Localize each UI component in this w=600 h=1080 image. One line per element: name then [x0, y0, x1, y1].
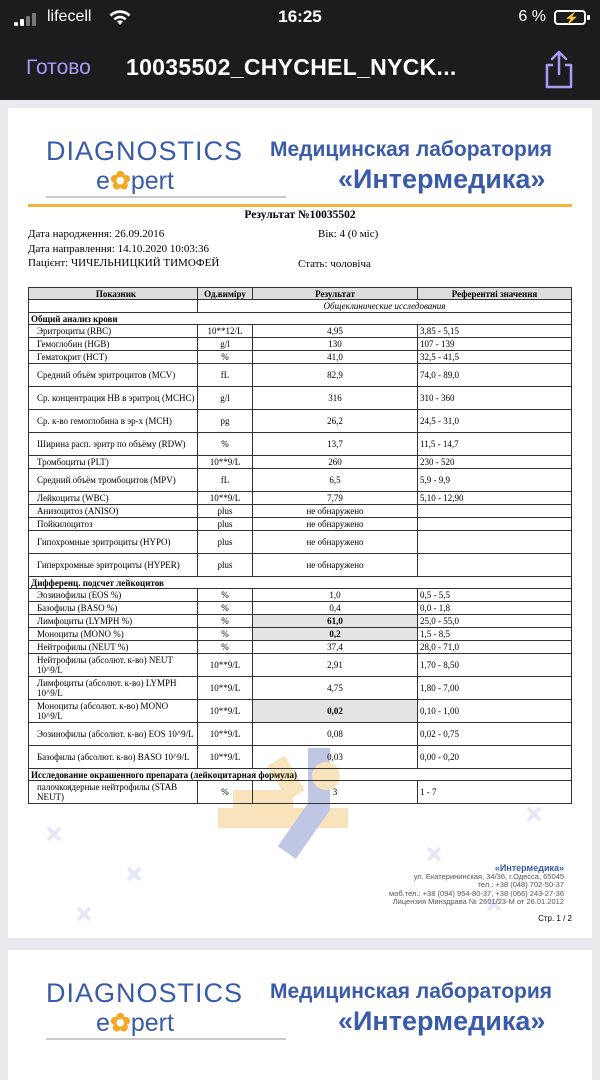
row-reference: 1,80 - 7,00: [418, 677, 572, 700]
row-unit: plus: [198, 505, 253, 518]
section-row: [29, 769, 572, 781]
col-indicator: Показник: [29, 288, 198, 300]
table-row: [29, 677, 572, 700]
status-bar: [0, 0, 600, 36]
row-result: 4,75: [253, 677, 418, 700]
table-row: [29, 641, 572, 654]
table-row: [29, 531, 572, 554]
table-row: [29, 518, 572, 531]
col-result: Результат: [253, 288, 418, 300]
section-row: [29, 313, 572, 325]
page-number: Стр. 1 / 2: [538, 914, 572, 923]
row-result: 37,4: [253, 641, 418, 654]
row-unit: 10**9/L: [198, 456, 253, 469]
row-name: Гипохромные эритроциты (HYPO): [29, 531, 198, 554]
table-row: [29, 589, 572, 602]
row-result: не обнаружено: [253, 531, 418, 554]
row-name: Нейтрофилы (NEUT %): [29, 641, 198, 654]
row-reference: 0,02 - 0,75: [418, 723, 572, 746]
row-name: Пойкилоцитоз: [29, 518, 198, 531]
row-name: Моноциты (MONO %): [29, 628, 198, 641]
table-row: [29, 351, 572, 364]
row-reference: 1 - 7: [418, 781, 572, 804]
row-reference: 107 - 139: [418, 338, 572, 351]
row-result: 82,9: [253, 364, 418, 387]
table-row: [29, 654, 572, 677]
table-row: [29, 781, 572, 804]
carrier-name: lifecell: [47, 8, 92, 25]
row-unit: %: [198, 589, 253, 602]
row-result: 6,5: [253, 469, 418, 492]
table-row: [29, 456, 572, 469]
row-name: палочкоядерные нейтрофилы (STAB NEUT): [29, 781, 198, 804]
row-unit: fL: [198, 364, 253, 387]
patient-name: Пацієнт: ЧИЧЕЛЬНИЦКИЙ ТИМОФЕЙ: [28, 257, 220, 269]
row-result: 0,2: [253, 628, 418, 641]
row-reference: 0,0 - 1,8: [418, 602, 572, 615]
table-row: [29, 410, 572, 433]
patient-age: Вік: 4 (0 міс): [318, 228, 379, 240]
section-title: Дифференц. подсчет лейкоцитов: [29, 577, 572, 589]
result-title: Результат №10035502: [244, 209, 356, 221]
row-reference: 3,85 - 5,15: [418, 325, 572, 338]
clock: 16:25: [278, 7, 322, 26]
row-result: 2,91: [253, 654, 418, 677]
battery-percent: 6 %: [518, 8, 546, 25]
row-unit: pg: [198, 410, 253, 433]
row-unit: %: [198, 433, 253, 456]
subheader-row: [29, 300, 572, 313]
col-unit: Од.виміру: [198, 288, 253, 300]
row-reference: 0,00 - 0,20: [418, 746, 572, 769]
row-result: 61,0: [253, 615, 418, 628]
row-result: 0,03: [253, 746, 418, 769]
row-name: Эозинофилы (абсолют. к-во) EOS 10^9/L: [29, 723, 198, 746]
logo-expert: e✿pert: [96, 1009, 174, 1037]
table-row: [29, 387, 572, 410]
header-divider: [28, 204, 572, 207]
done-button[interactable]: Готово: [26, 56, 91, 79]
lab-name-line1: Медицинская лаборатория: [270, 138, 553, 161]
battery-icon: ⚡: [554, 10, 586, 25]
table-row: [29, 628, 572, 641]
section-row: [29, 577, 572, 589]
row-unit: plus: [198, 518, 253, 531]
row-result: 1,0: [253, 589, 418, 602]
patient-dob: Дата народження: 26.09.2016: [28, 228, 165, 240]
row-result: 26,2: [253, 410, 418, 433]
row-unit: plus: [198, 531, 253, 554]
row-result: 0,02: [253, 700, 418, 723]
row-reference: [418, 531, 572, 554]
document-page-1: [8, 108, 592, 938]
row-unit: 10**9/L: [198, 677, 253, 700]
row-unit: %: [198, 351, 253, 364]
row-reference: 25,0 - 55,0: [418, 615, 572, 628]
col-reference: Референтні значення: [418, 288, 572, 300]
table-row: [29, 433, 572, 456]
row-name: Базофилы (BASO %): [29, 602, 198, 615]
document-page-2: [8, 950, 592, 1080]
table-row: [29, 554, 572, 577]
row-unit: %: [198, 615, 253, 628]
table-row: [29, 338, 572, 351]
lab-name-line2: «Интермедика»: [338, 164, 546, 194]
row-reference: 32,5 - 41,5: [418, 351, 572, 364]
row-name: Эозинофилы (EOS %): [29, 589, 198, 602]
row-name: Базофилы (абсолют. к-во) BASO 10^9/L: [29, 746, 198, 769]
row-name: Лимфоциты (LYMPH %): [29, 615, 198, 628]
row-result: 41,0: [253, 351, 418, 364]
row-name: Ср. концентрация НВ в эритроц (MCHC): [29, 387, 198, 410]
row-result: 7,79: [253, 492, 418, 505]
logo-diagnostics: DIAGNOSTICS: [46, 978, 244, 1008]
row-reference: 28,0 - 71,0: [418, 641, 572, 654]
row-result: 4,95: [253, 325, 418, 338]
row-reference: 1,70 - 8,50: [418, 654, 572, 677]
row-unit: %: [198, 628, 253, 641]
row-name: Ширина расп. эритр по объёму (RDW): [29, 433, 198, 456]
logo-divider: [46, 196, 286, 198]
row-result: 260: [253, 456, 418, 469]
document-title: 10035502_CHYCHEL_NYCK...: [126, 54, 457, 80]
row-name: Лейкоциты (WBC): [29, 492, 198, 505]
row-unit: %: [198, 602, 253, 615]
row-name: Ср. к-во гемоглобина в эр-х (MCH): [29, 410, 198, 433]
row-name: Гематокрит (HCT): [29, 351, 198, 364]
row-result: 13,7: [253, 433, 418, 456]
share-icon[interactable]: [542, 50, 576, 90]
row-unit: 10**9/L: [198, 654, 253, 677]
row-name: Моноциты (абсолют. к-во) MONO 10^9/L: [29, 700, 198, 723]
row-result: 0,08: [253, 723, 418, 746]
row-name: Гиперхромные эритроциты (HYPER): [29, 554, 198, 577]
nav-bar: [0, 36, 600, 100]
section-title: Исследование окрашенного препарата (лейкоцитарная формула): [29, 769, 572, 781]
row-name: Анизоцитоз (ANISO): [29, 505, 198, 518]
table-row: [29, 615, 572, 628]
row-result: не обнаружено: [253, 518, 418, 531]
row-unit: 10**12/L: [198, 325, 253, 338]
row-name: Средний объём тромбоцитов (MPV): [29, 469, 198, 492]
row-name: Тромбоциты (PLT): [29, 456, 198, 469]
row-reference: 24,5 - 31,0: [418, 410, 572, 433]
row-reference: 5,9 - 9,9: [418, 469, 572, 492]
table-row: [29, 469, 572, 492]
row-reference: 230 - 520: [418, 456, 572, 469]
row-name: Гемоглобин (HGB): [29, 338, 198, 351]
row-unit: %: [198, 641, 253, 654]
lab-address: «Интермедика» ул. Екатерининская, 34/36, г.Одесса, 65045 тел.: +38 (048) 702-50-37 моб.тел.: +38 (094) 954-80-37, +38 (066) 243-27-36 Лицензия Минздрава № 2601/23-М от 26.01.2012: [389, 863, 564, 906]
row-unit: plus: [198, 554, 253, 577]
row-reference: 0,10 - 1,00: [418, 700, 572, 723]
row-reference: [418, 505, 572, 518]
row-unit: 10**9/L: [198, 723, 253, 746]
lab-name-line1: Медицинская лаборатория: [270, 980, 553, 1003]
table-row: [29, 325, 572, 338]
row-reference: 310 - 360: [418, 387, 572, 410]
table-row: [29, 723, 572, 746]
logo-diagnostics: DIAGNOSTICS: [46, 136, 244, 166]
row-name: Нейтрофилы (абсолют. к-во) NEUT 10^9/L: [29, 654, 198, 677]
row-reference: 0,5 - 5,5: [418, 589, 572, 602]
row-unit: g/l: [198, 387, 253, 410]
row-result: не обнаружено: [253, 505, 418, 518]
subheader: Общеклинические исследования: [198, 300, 572, 313]
row-unit: g/l: [198, 338, 253, 351]
row-result: 316: [253, 387, 418, 410]
patient-sex: Стать: чоловіча: [298, 258, 371, 270]
row-reference: [418, 554, 572, 577]
row-result: 0,4: [253, 602, 418, 615]
table-header-row: [29, 288, 572, 300]
row-result: 3: [253, 781, 418, 804]
row-unit: fL: [198, 469, 253, 492]
table-row: [29, 602, 572, 615]
row-reference: 5,10 - 12,90: [418, 492, 572, 505]
row-result: не обнаружено: [253, 554, 418, 577]
table-row: [29, 700, 572, 723]
logo-expert: e✿pert: [96, 167, 174, 195]
row-result: 130: [253, 338, 418, 351]
row-unit: %: [198, 781, 253, 804]
row-reference: 74,0 - 89,0: [418, 364, 572, 387]
row-reference: [418, 518, 572, 531]
table-row: [29, 364, 572, 387]
row-unit: 10**9/L: [198, 746, 253, 769]
row-name: Средний объём эритроцитов (MCV): [29, 364, 198, 387]
table-row: [29, 505, 572, 518]
row-unit: 10**9/L: [198, 492, 253, 505]
logo-divider: [46, 1038, 286, 1040]
table-row: [29, 492, 572, 505]
table-row: [29, 746, 572, 769]
row-unit: 10**9/L: [198, 700, 253, 723]
lab-name-line2: «Интермедика»: [338, 1006, 546, 1036]
row-reference: 1,5 - 8,5: [418, 628, 572, 641]
referral-date: Дата направлення: 14.10.2020 10:03:36: [28, 243, 209, 255]
row-name: Эритроциты (RBC): [29, 325, 198, 338]
row-name: Лимфоциты (абсолют. к-во) LYMPH 10^9/L: [29, 677, 198, 700]
row-reference: 11,5 - 14,7: [418, 433, 572, 456]
section-title: Общий анализ крови: [29, 313, 572, 325]
results-table: [28, 287, 572, 804]
